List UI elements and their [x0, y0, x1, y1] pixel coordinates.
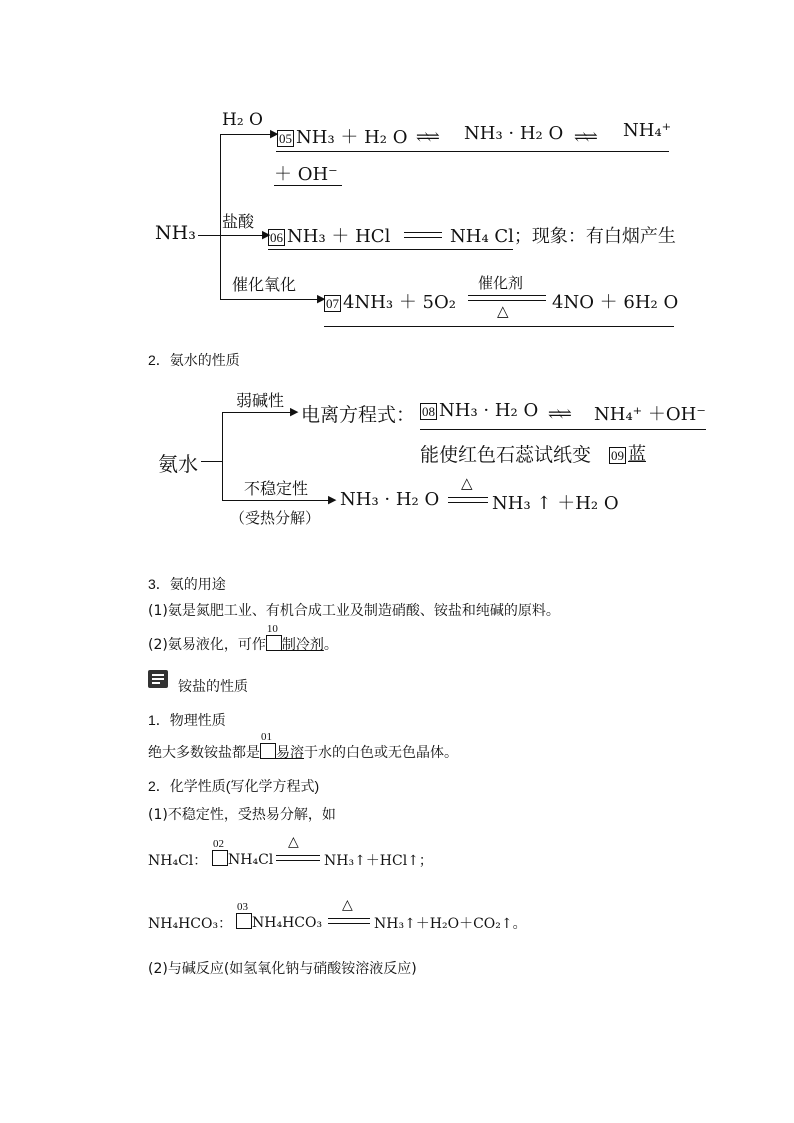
- answer-text: 制冷剂: [281, 637, 324, 653]
- physical-props-text: [148, 731, 458, 762]
- answer-box: [260, 731, 276, 759]
- diagram2-center: 氨水: [158, 452, 198, 476]
- ammonium-header: 铵盐的性质: [178, 679, 248, 695]
- reaction-equals: [448, 497, 488, 503]
- branch1-middle: NH₃ · H₂ O: [464, 123, 564, 144]
- branch3-equation: [324, 288, 456, 314]
- ionization-label: 电离方程式：: [301, 404, 416, 426]
- heat-condition: △: [461, 474, 473, 492]
- eq2-label: NH₄HCO₃：: [148, 916, 233, 932]
- answer-number: 05: [279, 131, 292, 146]
- branch2-sublabel: （受热分解）: [230, 509, 321, 527]
- branch2-product: NH₄ Cl；现象：有白烟产生: [450, 226, 676, 247]
- eq-left: 4NH₃ ＋ 5O₂: [343, 292, 456, 313]
- branch1-arrow-line: [222, 412, 296, 413]
- branch1-label: H₂ O: [222, 110, 263, 130]
- answer-text: 蓝: [628, 444, 646, 465]
- section3-title: 3．氨的用途: [148, 576, 226, 592]
- sentence-start: 绝大多数铵盐都是: [148, 745, 260, 761]
- section2-title: 2．氨水的性质: [148, 352, 240, 368]
- chemical-props-item1: (1)不稳定性，受热易分解，如: [148, 807, 336, 823]
- branch1-arrowhead: ▶: [270, 127, 279, 140]
- branch3-arrowhead: ▶: [317, 292, 326, 305]
- branch1-label: 弱碱性: [236, 391, 285, 410]
- answer-number: 02: [213, 838, 224, 850]
- equilibrium-arrow-2: ⇌⇌: [574, 127, 595, 146]
- branch3-underline: [324, 326, 674, 327]
- answer-number: 09: [611, 448, 624, 463]
- branch3-label: 催化氧化: [232, 275, 297, 294]
- eq2-right: NH₃↑＋H₂O＋CO₂↑。: [374, 916, 527, 932]
- chemical-props-item2: (2)与碱反应(如氢氧化钠与硝酸铵溶液反应): [148, 961, 417, 977]
- branch2-equation: [268, 222, 390, 248]
- eq2-left: [236, 901, 323, 931]
- vertical-bracket: [222, 412, 223, 500]
- branch1-equation: [277, 123, 408, 149]
- chemical-props-title: 2．化学性质(写化学方程式): [148, 778, 320, 794]
- ionization-underline: [420, 429, 706, 430]
- answer-box: [212, 838, 228, 866]
- branch2-arrow-line: [222, 500, 334, 501]
- eq1-label: NH₄Cl：: [148, 853, 208, 869]
- answer-number: 01: [261, 731, 272, 743]
- item2-text: (2)氨易液化，可作: [148, 637, 266, 653]
- eq2-reactant: NH₄HCO₃: [252, 915, 323, 931]
- branch3-arrow-line: [220, 299, 323, 300]
- branch2-label: 不稳定性: [244, 479, 309, 498]
- catalyst-condition: 催化剂: [478, 274, 524, 292]
- answer-box: [236, 901, 252, 929]
- ionization-equation: [420, 400, 538, 421]
- answer-text: 易溶: [276, 745, 304, 761]
- branch2-arrowhead: ▶: [328, 493, 337, 506]
- answer-box: [266, 623, 282, 651]
- eq1-left: [212, 838, 274, 868]
- answer-number: 08: [422, 404, 435, 419]
- branch2-label: 盐酸: [222, 212, 255, 231]
- branch1-product: NH₄⁺: [623, 120, 672, 141]
- eq1-right: NH₃↑＋HCl↑；: [324, 853, 433, 869]
- vertical-bracket: [220, 134, 221, 299]
- reaction-equals: [328, 918, 370, 924]
- decomposition-left: NH₃ · H₂ O: [340, 489, 440, 510]
- reaction-equals: [468, 295, 546, 301]
- section3-item1: (1)氨是氮肥工业、有机合成工业及制造硝酸、铵盐和纯碱的原料。: [148, 603, 560, 619]
- decomposition-right: NH₃ ↑ ＋H₂ O: [492, 493, 619, 514]
- eq-left: NH₃ ＋ HCl: [287, 226, 391, 247]
- litmus-text: 能使红色石蕊试纸变: [420, 444, 592, 466]
- eq1-reactant: NH₄Cl: [228, 852, 274, 868]
- branch1-arrowhead: ▶: [290, 405, 299, 418]
- answer-number: 07: [326, 296, 339, 311]
- section3-item2: [148, 623, 338, 654]
- eq2-heat: △: [342, 897, 353, 913]
- ionization-product: NH₄⁺ ＋OH⁻: [594, 404, 706, 425]
- branch1-underline-2: [274, 185, 342, 186]
- eq1-heat: △: [288, 834, 299, 850]
- branch3-product: 4NO ＋ 6H₂ O: [552, 292, 679, 313]
- item2-end: 。: [323, 637, 338, 653]
- heat-condition: △: [497, 302, 509, 320]
- eq-left: NH₃ · H₂ O: [439, 400, 539, 421]
- trunk-line: [201, 461, 223, 462]
- equilibrium-arrow: ⇌⇌: [416, 127, 437, 146]
- branch2-arrowhead: ▶: [262, 228, 271, 241]
- branch1-continuation: ＋ OH⁻: [274, 164, 338, 185]
- branch2-underline: [268, 249, 513, 250]
- answer-number: 06: [270, 230, 283, 245]
- reaction-equals: [276, 855, 320, 861]
- physical-props-title: 1．物理性质: [148, 712, 226, 728]
- litmus-answer: [609, 440, 646, 466]
- reaction-equals: [404, 232, 442, 238]
- branch1-arrow-line: [220, 134, 276, 135]
- equilibrium-arrow: ⇌⇌: [548, 404, 569, 423]
- sentence-end: 于水的白色或无色晶体。: [304, 745, 458, 761]
- section-header-icon: [148, 670, 168, 688]
- branch1-underline: [276, 151, 669, 152]
- branch2-arrow-line: [220, 235, 268, 236]
- eq-left: NH₃ ＋ H₂ O: [296, 127, 408, 148]
- trunk-line: [198, 235, 220, 236]
- answer-number: 10: [266, 623, 278, 635]
- diagram1-center: NH₃: [155, 222, 196, 244]
- answer-number: 03: [237, 901, 248, 913]
